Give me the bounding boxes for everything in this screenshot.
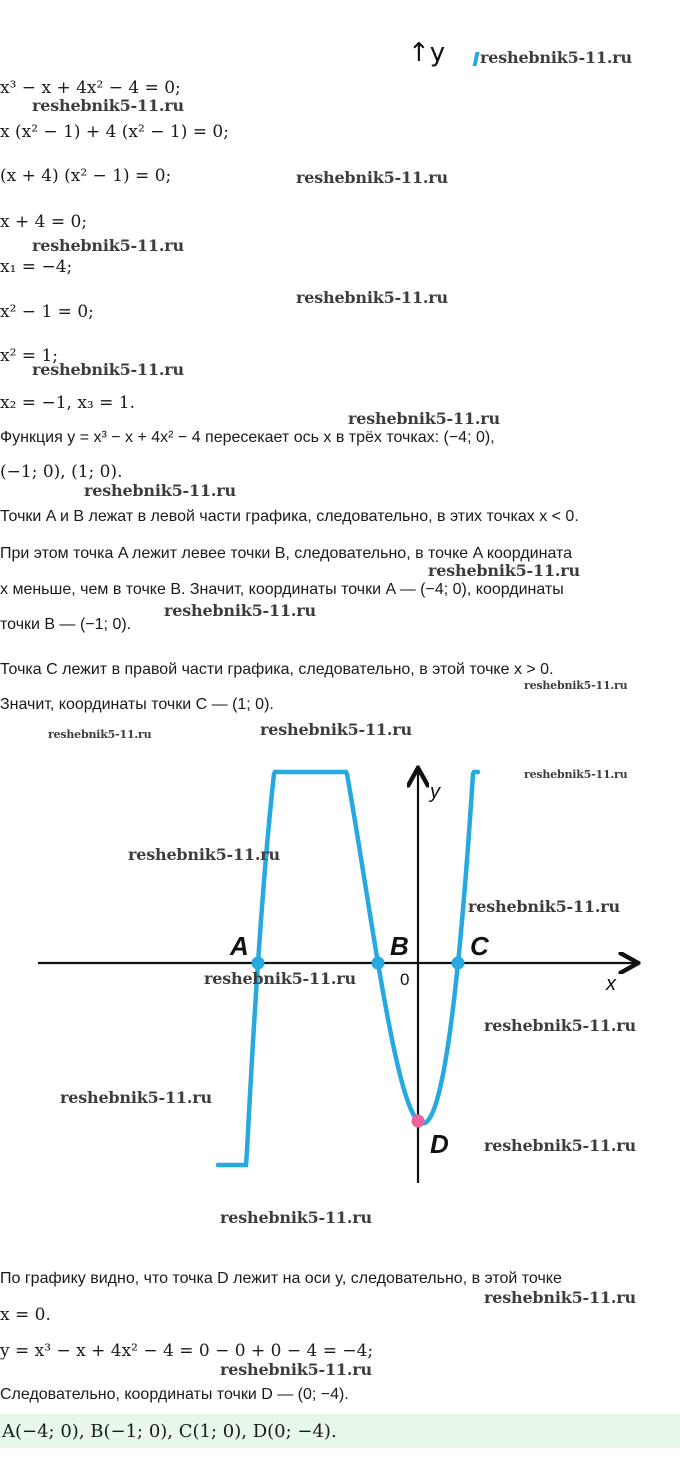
- paragraph-2-line-1: Точки A и B лежат в левой части графика, следовательно, в этих точках x < 0.: [0, 508, 579, 525]
- watermark-3: reshebnik5-11.ru: [32, 236, 184, 255]
- point-a: [252, 957, 265, 970]
- watermark-18: reshebnik5-11.ru: [60, 1088, 212, 1107]
- watermark-10: reshebnik5-11.ru: [524, 679, 628, 692]
- equation-7: x² = 1;: [0, 346, 58, 366]
- paragraph-4-line-1: Точка C лежит в правой части графика, следовательно, в этой точке x > 0.: [0, 661, 554, 678]
- point-b: [372, 957, 385, 970]
- watermark-8: reshebnik5-11.ru: [428, 561, 580, 580]
- point-label-d: D: [430, 1129, 449, 1159]
- equation-4: x + 4 = 0;: [0, 212, 88, 232]
- equation-6: x² − 1 = 0;: [0, 302, 94, 322]
- y-axis-label: y: [430, 781, 440, 803]
- paragraph-1-line-1: Функция y = x³ − x + 4x² − 4 пересекает ось x в трёх точках: (−4; 0),: [0, 429, 495, 446]
- paragraph-1-line-2: (−1; 0), (1; 0).: [0, 462, 123, 482]
- watermark-16: reshebnik5-11.ru: [204, 969, 356, 988]
- header-watermark: reshebnik5-11.ru: [480, 48, 632, 67]
- paragraph-5-equation: y = x³ − x + 4x² − 4 = 0 − 0 + 0 − 4 = −4;: [0, 1341, 374, 1361]
- watermark-6: reshebnik5-11.ru: [348, 409, 500, 428]
- watermark-22: reshebnik5-11.ru: [220, 1360, 372, 1379]
- watermark-9: reshebnik5-11.ru: [164, 601, 316, 620]
- paragraph-5-line-1: По графику видно, что точка D лежит на оси y, следовательно, в этой точке: [0, 1270, 562, 1287]
- equation-5: x₁ = −4;: [0, 257, 73, 277]
- point-c: [452, 957, 465, 970]
- paragraph-6-line-1: Следовательно, координаты точки D — (0; −4).: [0, 1386, 349, 1403]
- watermark-21: reshebnik5-11.ru: [484, 1288, 636, 1307]
- watermark-19: reshebnik5-11.ru: [484, 1136, 636, 1155]
- paragraph-3-line-3: точки B — (−1; 0).: [0, 616, 132, 633]
- point-label-c: C: [470, 931, 489, 961]
- watermark-12: reshebnik5-11.ru: [48, 728, 152, 741]
- equation-3: (x + 4) (x² − 1) = 0;: [0, 166, 172, 186]
- header-arrow: ↑y: [408, 38, 446, 68]
- watermark-20: reshebnik5-11.ru: [220, 1208, 372, 1227]
- watermark-17: reshebnik5-11.ru: [484, 1016, 636, 1035]
- answer-text: A(−4; 0), B(−1; 0), C(1; 0), D(0; −4).: [2, 1421, 337, 1442]
- watermark-7: reshebnik5-11.ru: [84, 481, 236, 500]
- watermark-2: reshebnik5-11.ru: [296, 168, 448, 187]
- watermark-11: reshebnik5-11.ru: [260, 720, 412, 739]
- watermark-5: reshebnik5-11.ru: [32, 360, 184, 379]
- watermark-14: reshebnik5-11.ru: [128, 845, 280, 864]
- equation-8: x₂ = −1, x₃ = 1.: [0, 393, 135, 413]
- point-label-a: A: [230, 931, 249, 961]
- origin-label: 0: [400, 970, 410, 989]
- equation-2: x (x² − 1) + 4 (x² − 1) = 0;: [0, 122, 229, 142]
- paragraph-4-line-2: Значит, координаты точки C — (1; 0).: [0, 696, 274, 713]
- paragraph-3-line-2: x меньше, чем в точке B. Значит, координаты точки A — (−4; 0), координаты: [0, 581, 564, 598]
- point-label-b: B: [390, 931, 409, 961]
- paragraph-3-line-1: При этом точка A лежит левее точки B, следовательно, в точке A координата: [0, 545, 573, 562]
- x-axis-label: x: [606, 973, 616, 995]
- watermark-4: reshebnik5-11.ru: [296, 288, 448, 307]
- watermark-13: reshebnik5-11.ru: [524, 768, 628, 781]
- paragraph-5-line-2: x = 0.: [0, 1305, 51, 1325]
- watermark-15: reshebnik5-11.ru: [468, 897, 620, 916]
- watermark-1: reshebnik5-11.ru: [32, 96, 184, 115]
- equation-1: x³ − x + 4x² − 4 = 0;: [0, 78, 181, 98]
- point-d: [412, 1115, 425, 1128]
